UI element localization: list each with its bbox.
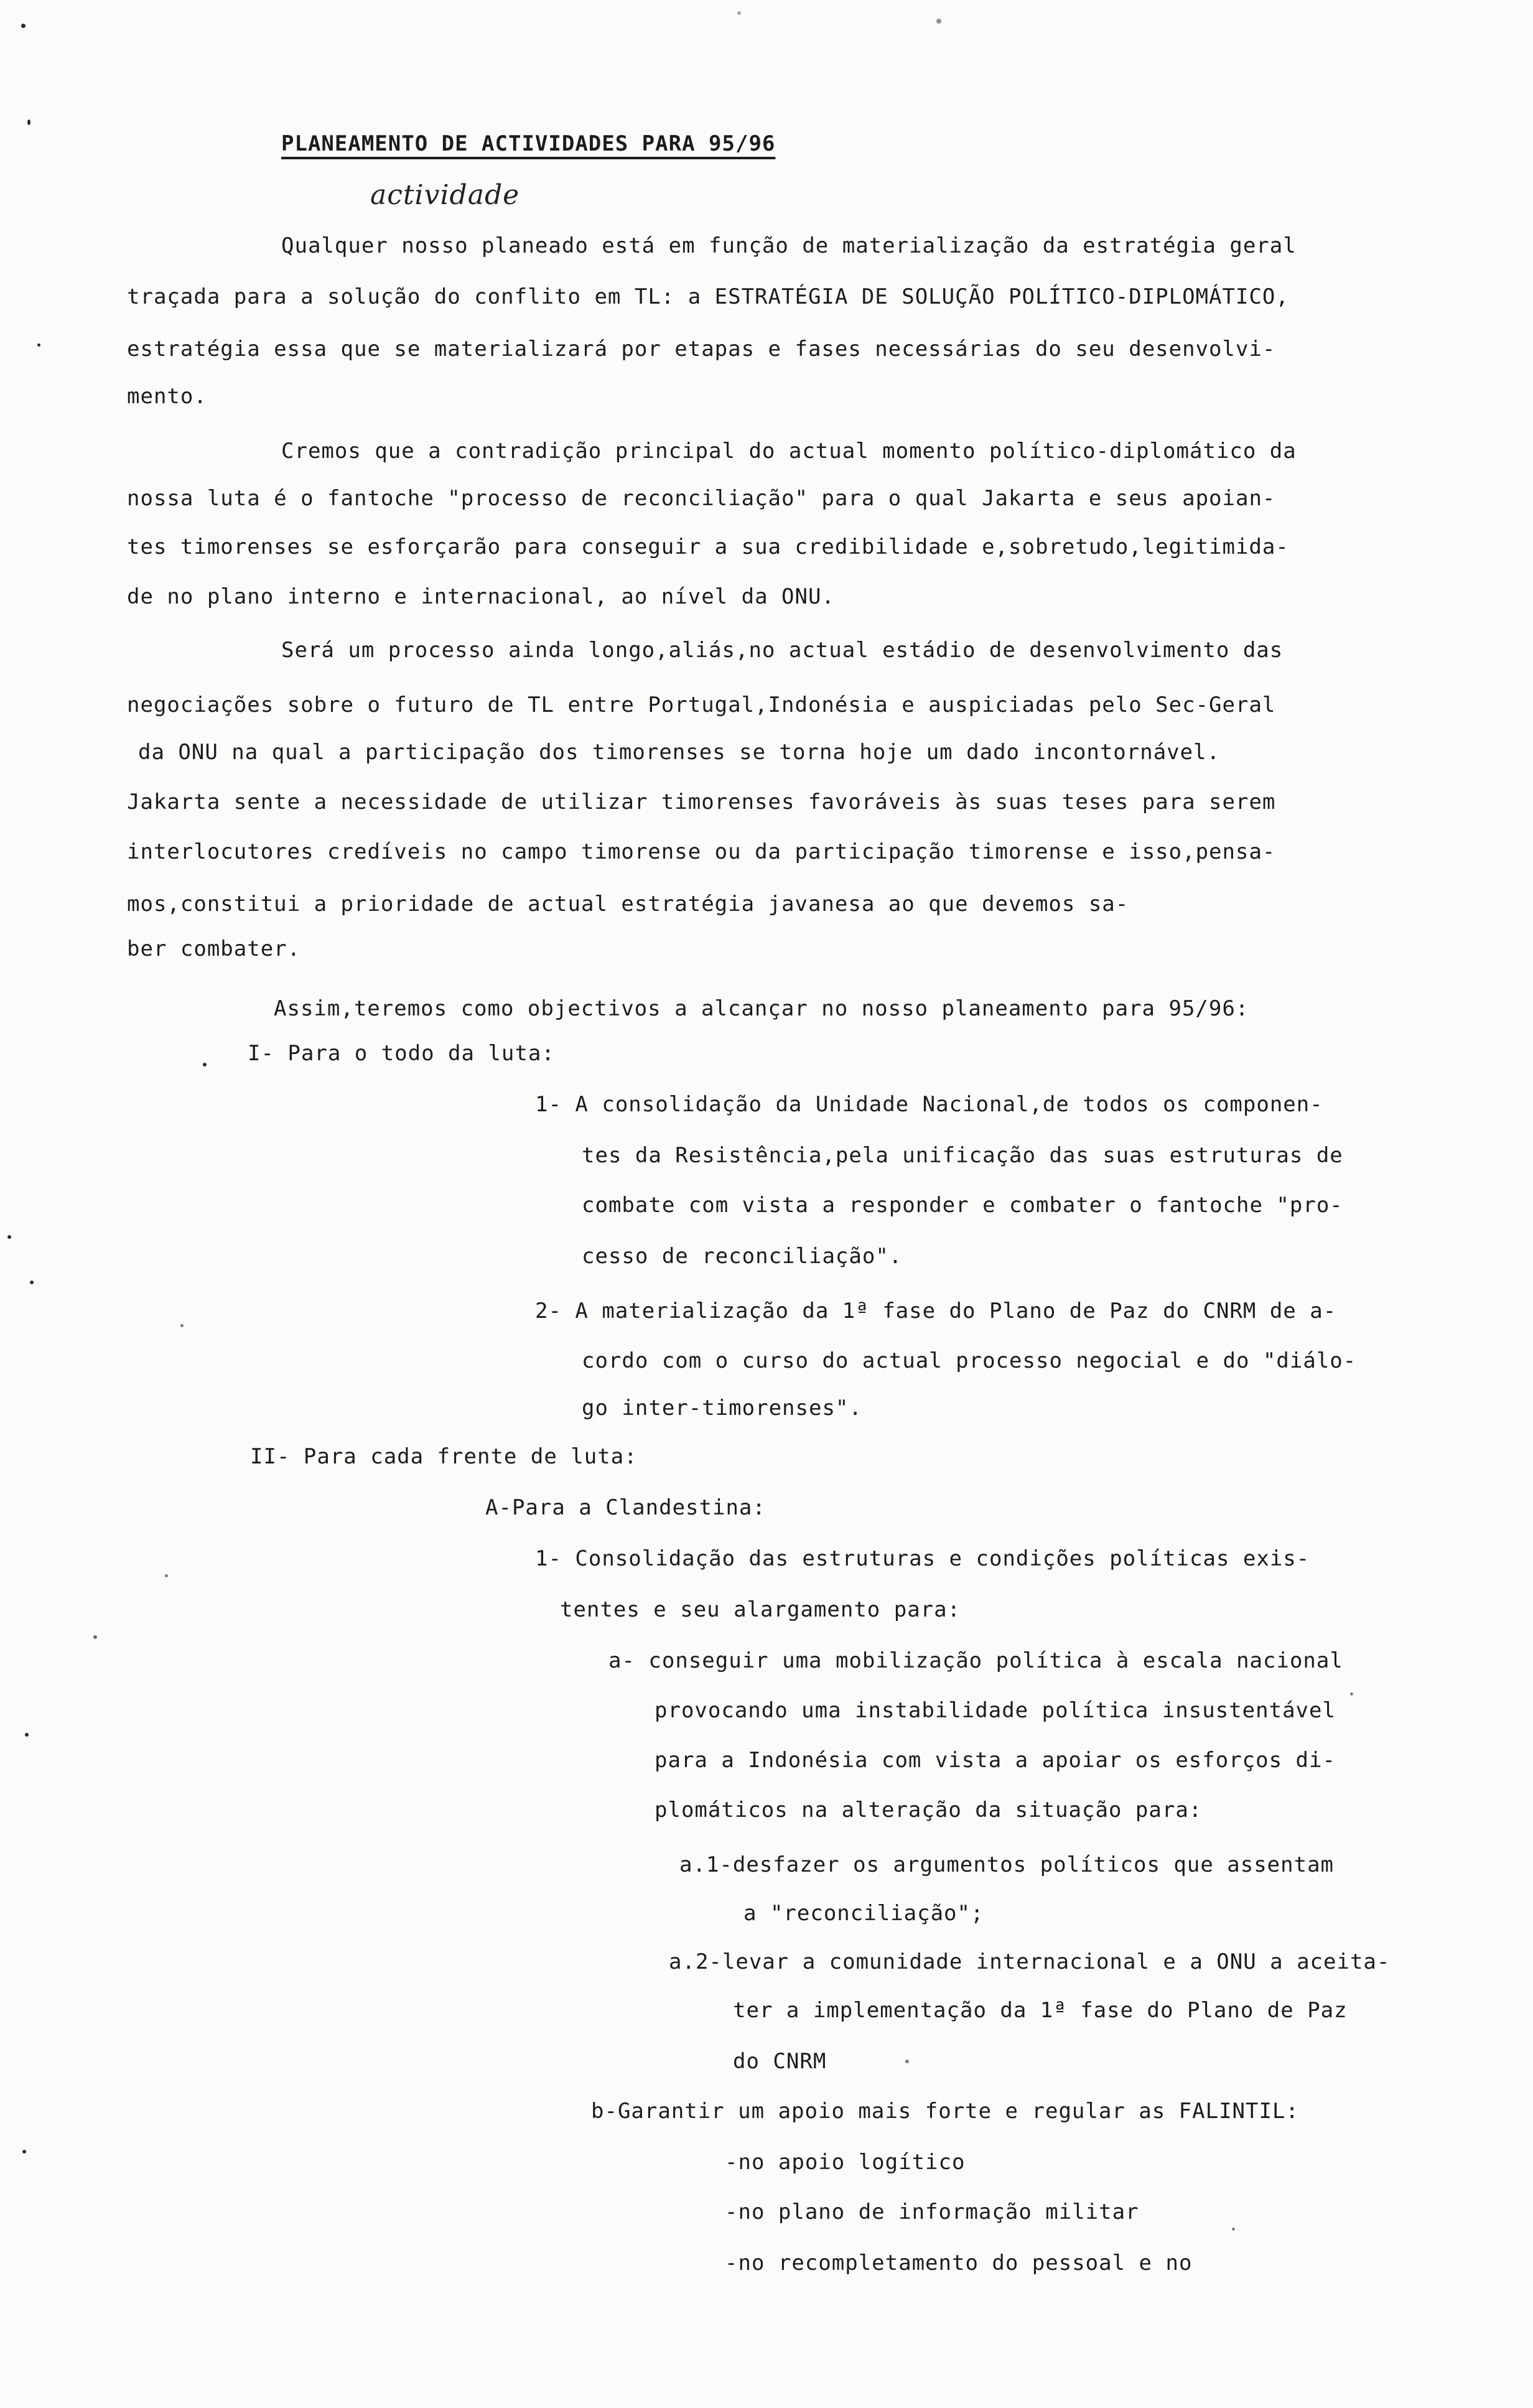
text-line: a "reconciliação"; bbox=[743, 1901, 984, 1926]
text-line: estratégia essa que se materializará por etapas e fases necessárias do seu desenvolvi- bbox=[127, 337, 1276, 362]
text-line: para a Indonésia com vista a apoiar os esforços di- bbox=[655, 1748, 1336, 1773]
text-line: do CNRM bbox=[733, 2049, 827, 2074]
text-line: combate com vista a responder e combater o fantoche "pro- bbox=[582, 1193, 1343, 1218]
scan-speck bbox=[737, 11, 741, 15]
list-item: 1- A consolidação da Unidade Nacional,de todos os componen- bbox=[535, 1092, 1323, 1117]
text-line: tes timorenses se esforçarão para conseguir a sua credibilidade e,sobretudo,legitimida- bbox=[127, 534, 1289, 559]
section-heading: I- Para o todo da luta: bbox=[248, 1041, 555, 1066]
document-title: PLANEAMENTO DE ACTIVIDADES PARA 95/96 bbox=[281, 131, 776, 156]
scan-speck bbox=[25, 1733, 29, 1737]
text-line: traçada para a solução do conflito em TL: a ESTRATÉGIA DE SOLUÇÃO POLÍTICO-DIPLOMÁTICO, bbox=[127, 284, 1289, 309]
list-item: a.2-levar a comunidade internacional e a ONU a aceita- bbox=[669, 1949, 1391, 1974]
text-line: plomáticos na alteração da situação para: bbox=[655, 1798, 1203, 1822]
scan-speck bbox=[21, 24, 26, 28]
text-line: mos,constitui a prioridade de actual estratégia javanesa ao que devemos sa- bbox=[127, 892, 1129, 917]
text-line: da ONU na qual a participação dos timorenses se torna hoje um dado incontornável. bbox=[138, 740, 1221, 765]
scan-speck bbox=[203, 1063, 207, 1066]
text-line: go inter-timorenses". bbox=[582, 1396, 862, 1421]
text-line: negociações sobre o futuro de TL entre Portugal,Indonésia e auspiciadas pelo Sec-Geral bbox=[127, 693, 1276, 717]
list-item: b-Garantir um apoio mais forte e regular as FALINTIL: bbox=[591, 2099, 1299, 2124]
text-line: tes da Resistência,pela unificação das suas estruturas de bbox=[582, 1143, 1343, 1168]
scan-speck bbox=[37, 343, 40, 347]
list-item: a.1-desfazer os argumentos políticos que assentam bbox=[679, 1852, 1335, 1877]
text-line: cesso de reconciliação". bbox=[582, 1244, 903, 1269]
list-item: -no apoio logítico bbox=[725, 2150, 966, 2175]
text-line: ter a implementação da 1ª fase do Plano de Paz bbox=[733, 1998, 1348, 2023]
section-heading: II- Para cada frente de luta: bbox=[250, 1444, 638, 1469]
text-line: mento. bbox=[127, 384, 207, 409]
text-line: interlocutores credíveis no campo timorense ou da participação timorense e isso,pensa- bbox=[127, 839, 1276, 864]
scan-speck bbox=[22, 2150, 26, 2154]
list-item: -no plano de informação militar bbox=[725, 2200, 1139, 2224]
text-line: de no plano interno e internacional, ao nível da ONU. bbox=[127, 584, 835, 609]
text-line: tentes e seu alargamento para: bbox=[560, 1597, 961, 1622]
list-item: 1- Consolidação das estruturas e condições políticas exis- bbox=[535, 1546, 1310, 1571]
scan-speck bbox=[936, 19, 941, 24]
text-line: cordo com o curso do actual processo negocial e do "diálo- bbox=[582, 1348, 1357, 1373]
scan-speck bbox=[905, 2060, 909, 2063]
subsection-heading: A-Para a Clandestina: bbox=[485, 1495, 766, 1520]
list-item: 2- A materialização da 1ª fase do Plano de Paz do CNRM de a- bbox=[535, 1299, 1337, 1323]
scan-speck bbox=[93, 1635, 97, 1639]
scan-speck bbox=[1350, 1692, 1353, 1696]
list-item: -no recompletamento do pessoal e no bbox=[725, 2251, 1193, 2275]
scan-speck bbox=[27, 119, 30, 125]
text-line: Será um processo ainda longo,aliás,no actual estádio de desenvolvimento das bbox=[281, 638, 1284, 663]
text-line: nossa luta é o fantoche "processo de reconciliação" para o qual Jakarta e seus apoian- bbox=[127, 486, 1276, 511]
list-item: a- conseguir uma mobilização política à escala nacional bbox=[608, 1648, 1343, 1673]
scan-speck bbox=[7, 1235, 11, 1239]
scan-speck bbox=[30, 1281, 34, 1284]
text-line: ber combater. bbox=[127, 936, 301, 961]
text-line: Jakarta sente a necessidade de utilizar timorenses favoráveis às suas teses para serem bbox=[127, 790, 1276, 814]
text-line: Qualquer nosso planeado está em função de materialização da estratégia geral bbox=[281, 233, 1297, 258]
text-line: Cremos que a contradição principal do actual momento político-diplomático da bbox=[281, 439, 1297, 464]
scan-speck bbox=[180, 1324, 184, 1327]
text-line: Assim,teremos como objectivos a alcançar no nosso planeamento para 95/96: bbox=[274, 996, 1249, 1021]
scan-speck bbox=[1232, 2228, 1235, 2231]
scan-speck bbox=[165, 1574, 168, 1577]
handwritten-annotation: actividade bbox=[370, 179, 520, 211]
text-line: provocando uma instabilidade política insustentável bbox=[655, 1698, 1336, 1723]
